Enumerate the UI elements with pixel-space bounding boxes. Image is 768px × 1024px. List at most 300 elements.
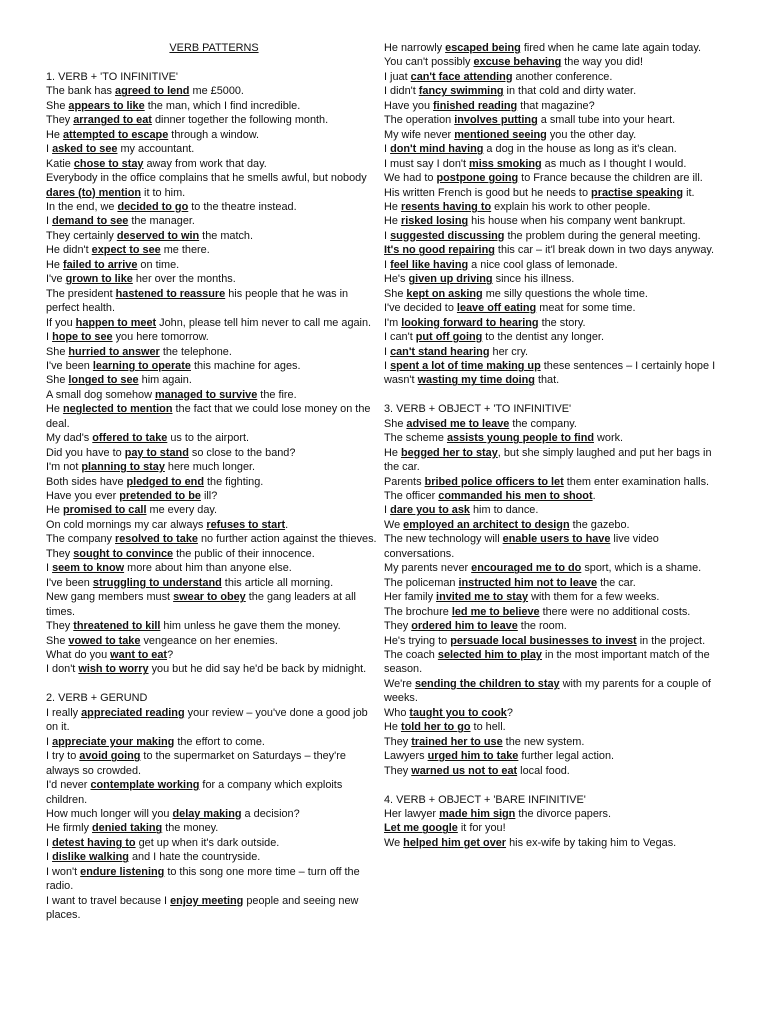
example-sentence — [384, 171, 722, 185]
verb-pattern-highlight: learning to operate — [92, 359, 191, 372]
sentence-text: They certainly — [46, 229, 117, 242]
sentence-text: local food. — [517, 764, 570, 777]
sentence-text: He — [46, 128, 63, 141]
sentence-text: the gazebo. — [569, 518, 630, 531]
example-sentence — [46, 99, 382, 113]
verb-pattern-highlight: Let me google — [384, 822, 458, 835]
sentence-text: in the most important match of the season. — [384, 649, 710, 676]
verb-pattern-highlight: vowed to take — [68, 634, 141, 647]
sentence-text: I — [384, 359, 391, 372]
sentence-text: him again. — [138, 374, 192, 387]
verb-pattern-highlight: excuse behaving — [473, 56, 562, 69]
example-sentence — [46, 576, 382, 590]
example-sentence — [384, 41, 722, 55]
section-heading: 1. VERB + 'TO INFINITIVE' — [46, 70, 178, 83]
example-sentence — [46, 619, 382, 633]
sentence-text: On cold mornings my car always — [46, 518, 207, 531]
sentence-text: You can't possibly — [384, 56, 474, 69]
sentence-text: They — [384, 620, 412, 633]
sentence-text: explain his work to other people. — [491, 200, 651, 213]
sentence-text: the way you did! — [561, 56, 643, 69]
verb-pattern-highlight: begged her to stay — [400, 446, 498, 459]
sentence-text: her over the months. — [132, 273, 236, 286]
example-sentence — [384, 214, 722, 228]
sentence-text: in the project. — [636, 634, 706, 647]
example-sentence — [384, 590, 722, 604]
verb-pattern-highlight: taught you to cook — [409, 706, 507, 719]
verb-pattern-highlight: neglected to mention — [62, 403, 173, 416]
sentence-text: Parents — [384, 475, 425, 488]
sentence-text: the fact that we could lose money on the deal. — [46, 403, 371, 430]
verb-pattern-highlight: told her to go — [400, 721, 471, 734]
verb-pattern-highlight: swear to obey — [173, 591, 246, 604]
sentence-text: The bank has — [46, 85, 116, 98]
example-sentence — [384, 634, 722, 648]
verb-pattern-highlight: mentioned seeing — [454, 128, 547, 141]
sentence-text: this machine for ages. — [190, 359, 301, 372]
sentence-text: get up when it's dark outside. — [135, 836, 280, 849]
sentence-text: They — [46, 114, 74, 127]
verb-pattern-highlight: longed to see — [68, 374, 139, 387]
verb-pattern-highlight: hastened to reassure — [115, 287, 226, 300]
sentence-text: The brochure — [384, 605, 452, 618]
sentence-text: The coach — [384, 649, 438, 662]
example-sentence — [384, 648, 722, 677]
example-sentence — [46, 821, 382, 835]
sentence-text: since his illness. — [492, 273, 575, 286]
verb-pattern-highlight: want to eat — [110, 649, 168, 662]
verb-pattern-highlight: spent a lot of time making up — [390, 359, 541, 372]
sentence-text: I — [46, 562, 53, 575]
example-sentence — [46, 489, 382, 503]
example-sentence — [384, 576, 722, 590]
sentence-text: I didn't — [384, 85, 419, 98]
verb-pattern-highlight: appreciate your making — [52, 735, 175, 748]
sentence-text: Lawyers — [384, 750, 428, 763]
sentence-text: New gang members must — [46, 591, 174, 604]
verb-pattern-highlight: urged him to take — [427, 750, 519, 763]
sentence-text: I want to travel because I — [46, 894, 171, 907]
sentence-text: that magazine? — [517, 99, 595, 112]
sentence-text: I've decided to — [384, 302, 457, 315]
sentence-text: no further action against the thieves. — [197, 533, 377, 546]
verb-pattern-highlight: persuade local businesses to invest — [450, 634, 637, 647]
verb-pattern-highlight: promised to call — [62, 504, 147, 517]
verb-pattern-highlight: risked losing — [400, 215, 469, 228]
example-sentence — [384, 345, 722, 359]
sentence-text: . — [592, 490, 596, 503]
sentence-text: The new technology will — [384, 533, 503, 546]
sentence-text: How much longer will you — [46, 807, 173, 820]
example-sentence — [384, 301, 722, 315]
example-sentence — [46, 475, 382, 489]
verb-pattern-highlight: pay to stand — [124, 446, 189, 459]
example-sentence — [46, 345, 382, 359]
verb-pattern-highlight: sending the children to stay — [414, 677, 560, 690]
sentence-text: I'm not — [46, 461, 82, 474]
sentence-text: these sentences – I certainly hope I wasn't — [384, 359, 716, 387]
example-sentence — [384, 605, 722, 619]
sentence-text: We — [384, 836, 404, 849]
example-sentence — [384, 229, 722, 243]
example-sentence — [384, 258, 722, 272]
example-sentence — [384, 316, 722, 330]
sentence-text: Have you ever — [46, 490, 120, 503]
sentence-text: I — [46, 143, 53, 156]
verb-pattern-highlight: attempted to escape — [62, 128, 169, 141]
example-sentence — [384, 359, 722, 388]
example-sentence — [384, 503, 722, 517]
example-sentence — [46, 865, 382, 894]
sentence-text: I — [384, 258, 391, 271]
verb-pattern-highlight: led me to believe — [451, 605, 540, 618]
verb-pattern-highlight: offered to take — [92, 432, 168, 445]
sentence-text: the room. — [517, 620, 567, 633]
sentence-text: If you — [46, 316, 76, 329]
verb-pattern-highlight: chose to stay — [73, 157, 144, 170]
verb-pattern-highlight: trained her to use — [411, 735, 503, 748]
sentence-text: ? — [167, 649, 174, 662]
sentence-text: his people that he was in perfect health. — [46, 287, 349, 315]
sentence-text: I've — [46, 273, 66, 286]
sentence-text: I can't — [384, 331, 416, 344]
sentence-text: the car. — [597, 576, 636, 589]
example-sentence — [384, 113, 722, 127]
example-sentence — [384, 200, 722, 214]
verb-pattern-highlight: managed to survive — [154, 388, 258, 401]
verb-pattern-highlight: fancy swimming — [418, 85, 504, 98]
example-sentence — [46, 287, 382, 316]
sentence-text: I — [384, 504, 391, 517]
sentence-text: you here tomorrow. — [112, 331, 209, 344]
example-sentence — [46, 373, 382, 387]
example-sentence — [46, 634, 382, 648]
sentence-text: . — [285, 518, 289, 531]
example-sentence — [384, 518, 722, 532]
sentence-text: They — [46, 547, 74, 560]
sentence-text: the story. — [538, 316, 586, 329]
sentence-text: the match. — [199, 229, 254, 242]
verb-pattern-highlight: hope to see — [52, 331, 113, 344]
verb-pattern-highlight: arranged to eat — [73, 114, 152, 127]
sentence-text: further legal action. — [518, 750, 615, 763]
sentence-text: in that cold and dirty water. — [503, 85, 637, 98]
sentence-text: to hell. — [470, 721, 506, 734]
sentence-text: to the supermarket on Saturdays – they're always so crowded. — [46, 750, 346, 777]
sentence-text: the divorce papers. — [515, 807, 611, 820]
sentence-text: a decision? — [241, 807, 300, 820]
example-sentence — [46, 749, 382, 778]
verb-pattern-highlight: delay making — [172, 807, 242, 820]
verb-pattern-highlight: dare you to ask — [390, 504, 470, 517]
verb-pattern-highlight: employed an architect to design — [403, 518, 570, 531]
verb-pattern-highlight: asked to see — [52, 143, 118, 156]
sentence-text: The scheme — [384, 432, 447, 445]
sentence-text: to the theatre instead. — [188, 200, 297, 213]
example-sentence — [384, 764, 722, 778]
example-sentence — [46, 836, 382, 850]
sentence-text: the gang leaders at all times. — [46, 591, 356, 618]
example-sentence — [46, 113, 382, 127]
sentence-text: dinner together the following month. — [151, 114, 329, 127]
sentence-text: you but he did say he'd be back by midnight. — [148, 663, 367, 676]
sentence-text: fired when he came late again today. — [520, 42, 702, 54]
sentence-text: My dad's — [46, 432, 93, 445]
sentence-text: him to dance. — [469, 504, 539, 517]
example-sentence — [46, 243, 382, 257]
verb-pattern-highlight: agreed to lend — [115, 85, 190, 98]
sentence-text: They — [384, 764, 412, 777]
example-sentence — [46, 200, 382, 214]
verb-pattern-highlight: instructed him not to leave — [458, 576, 598, 589]
example-sentence — [46, 388, 382, 402]
sentence-text: Who — [384, 706, 410, 719]
sentence-text: What do you — [46, 649, 111, 662]
verb-pattern-highlight: warned us not to eat — [411, 764, 518, 777]
sentence-text: My wife never — [384, 128, 455, 141]
verb-pattern-highlight: advised me to leave — [406, 417, 510, 430]
sentence-text: meat for some time. — [536, 302, 636, 315]
sentence-text: the telephone. — [159, 345, 232, 358]
sentence-text: the problem during the general meeting. — [504, 229, 701, 242]
example-sentence — [384, 475, 722, 489]
sentence-text: The president — [46, 287, 116, 300]
sentence-text: They — [46, 620, 74, 633]
sentence-text: your review – you've done a good job on it. — [46, 706, 368, 734]
example-sentence — [384, 272, 722, 286]
sentence-text: for a company which exploits children. — [46, 779, 343, 806]
sentence-text: the fighting. — [203, 475, 264, 488]
verb-pattern-highlight: failed to arrive — [62, 258, 138, 271]
example-sentence — [384, 619, 722, 633]
sentence-text: He narrowly — [384, 42, 446, 54]
example-sentence — [384, 55, 722, 69]
verb-pattern-highlight: endure listening — [80, 865, 165, 878]
verb-pattern-highlight: made him sign — [439, 807, 516, 820]
example-sentence — [384, 677, 722, 706]
verb-pattern-highlight: happen to meet — [75, 316, 157, 329]
example-sentence — [46, 402, 382, 431]
verb-pattern-highlight: enable users to have — [502, 533, 611, 546]
sentence-text: so close to the band? — [188, 446, 296, 459]
sentence-text: I — [46, 836, 53, 849]
example-sentence — [384, 561, 722, 575]
example-sentence — [384, 749, 722, 763]
sentence-text: , but she simply laughed and put her bags in the car. — [384, 446, 712, 474]
sentence-text: I must say I don't — [384, 157, 470, 170]
example-sentence — [384, 836, 722, 850]
sentence-text: ill? — [200, 490, 218, 503]
verb-pattern-highlight: invited me to stay — [436, 591, 529, 604]
verb-pattern-highlight: sought to convince — [73, 547, 174, 560]
sentence-text: He firmly — [46, 822, 92, 835]
example-sentence — [384, 186, 722, 200]
sentence-text: sport, which is a shame. — [581, 562, 702, 575]
left-column — [46, 41, 382, 923]
example-sentence — [46, 84, 382, 98]
verb-pattern-highlight: suggested discussing — [390, 229, 505, 242]
sentence-text: He — [384, 721, 401, 734]
verb-pattern-highlight: commanded his men to shoot — [438, 490, 593, 503]
example-sentence — [384, 287, 722, 301]
example-sentence — [46, 214, 382, 228]
example-sentence — [46, 330, 382, 344]
sentence-text: more about him than anyone else. — [124, 562, 292, 575]
example-sentence — [384, 142, 722, 156]
sentence-text: I — [46, 735, 53, 748]
sentence-text: that. — [534, 374, 560, 387]
sentence-text: this article all morning. — [221, 576, 334, 589]
example-sentence — [384, 720, 722, 734]
sentence-text: He — [46, 504, 63, 517]
sentence-text: He — [384, 446, 401, 459]
sentence-text: on time. — [137, 258, 180, 271]
sentence-text: In the end, we — [46, 200, 118, 213]
example-sentence — [46, 850, 382, 864]
verb-pattern-highlight: bribed police officers to let — [424, 475, 564, 488]
sentence-text: it for you! — [457, 822, 506, 835]
example-sentence — [384, 489, 722, 503]
sentence-text: He's trying to — [384, 634, 451, 647]
example-sentence — [46, 446, 382, 460]
sentence-text: as much as I thought I would. — [541, 157, 687, 170]
verb-pattern-highlight: appears to like — [68, 99, 145, 112]
example-sentence — [384, 532, 722, 561]
sentence-text: with them for a few weeks. — [528, 591, 660, 604]
sentence-text: She — [46, 374, 69, 387]
sentence-text: live video conversations. — [384, 533, 659, 560]
sentence-text: the manager. — [128, 215, 195, 228]
sentence-text: Her lawyer — [384, 807, 440, 820]
verb-pattern-highlight: practise speaking — [591, 186, 684, 199]
sentence-text: He — [46, 403, 63, 416]
verb-pattern-highlight: can't stand hearing — [390, 345, 490, 358]
sentence-text: I'd never — [46, 779, 91, 792]
sentence-text: me silly questions the whole time. — [482, 287, 648, 300]
sentence-text: I try to — [46, 750, 80, 763]
sentence-text: Have you — [384, 99, 434, 112]
verb-pattern-highlight: don't mind having — [390, 143, 484, 156]
sentence-text: My parents never — [384, 562, 472, 575]
example-sentence — [46, 706, 382, 735]
sentence-text: Everybody in the office complains that he smells awful, but nobody — [46, 172, 367, 185]
example-sentence — [46, 662, 382, 676]
example-sentence — [46, 807, 382, 821]
sentence-text: She — [46, 634, 69, 647]
example-sentence — [46, 648, 382, 662]
verb-pattern-highlight: ordered him to leave — [411, 620, 518, 633]
example-sentence — [46, 272, 382, 286]
sentence-text: He's — [384, 273, 409, 286]
sentence-text: me £5000. — [189, 85, 244, 98]
sentence-text: I — [384, 143, 391, 156]
sentence-text: his ex-wife by taking him to Vegas. — [506, 836, 677, 849]
sentence-text: and I hate the countryside. — [128, 851, 261, 864]
sentence-text: us to the airport. — [167, 432, 250, 445]
sentence-text: me there. — [160, 244, 210, 257]
sentence-text: another conference. — [512, 70, 613, 83]
verb-pattern-highlight: assists young people to find — [446, 432, 594, 445]
section-heading: 4. VERB + OBJECT + 'BARE INFINITIVE' — [384, 793, 586, 806]
verb-pattern-highlight: resolved to take — [115, 533, 198, 546]
example-sentence — [384, 735, 722, 749]
example-sentence — [46, 460, 382, 474]
verb-pattern-highlight: threatened to kill — [73, 620, 161, 633]
example-sentence — [46, 518, 382, 532]
sentence-text: here much longer. — [164, 461, 256, 474]
sentence-text: to France because the children are ill. — [518, 172, 703, 185]
sentence-text: I've been — [46, 359, 93, 372]
example-sentence — [46, 359, 382, 373]
verb-pattern-highlight: escaped being — [445, 42, 521, 54]
verb-pattern-highlight: enjoy meeting — [170, 894, 244, 907]
verb-pattern-highlight: kept on asking — [406, 287, 483, 300]
verb-pattern-highlight: pledged to end — [126, 475, 204, 488]
example-sentence — [46, 561, 382, 575]
example-sentence — [46, 503, 382, 517]
sentence-text: They — [384, 735, 412, 748]
sentence-text: A small dog somehow — [46, 388, 155, 401]
example-sentence — [384, 157, 722, 171]
example-sentence — [384, 446, 722, 475]
verb-pattern-highlight: contemplate working — [90, 779, 200, 792]
verb-pattern-highlight: encouraged me to do — [471, 562, 582, 575]
verb-pattern-highlight: appreciated reading — [81, 706, 185, 719]
example-sentence — [46, 735, 382, 749]
verb-pattern-highlight: can't face attending — [410, 70, 513, 83]
sentence-text: this car – it'l break down in two days anyway. — [494, 244, 715, 257]
sentence-text: I won't — [46, 865, 81, 878]
verb-pattern-highlight: dislike walking — [52, 851, 129, 864]
example-sentence — [384, 330, 722, 344]
sentence-text: me every day. — [146, 504, 218, 517]
sentence-text: The operation — [384, 114, 455, 127]
sentence-text: the effort to come. — [174, 735, 265, 748]
example-sentence — [46, 894, 382, 923]
sentence-text: Her family — [384, 591, 437, 604]
verb-pattern-highlight: helped him get over — [403, 836, 507, 849]
example-sentence — [46, 142, 382, 156]
sentence-text: She — [384, 287, 407, 300]
sentence-text: it. — [683, 186, 695, 199]
sentence-text: The officer — [384, 490, 439, 503]
sentence-text: the money. — [162, 822, 219, 835]
example-sentence — [46, 590, 382, 619]
example-sentence — [46, 128, 382, 142]
verb-pattern-highlight: seem to know — [52, 562, 125, 575]
verb-pattern-highlight: given up driving — [408, 273, 493, 286]
page-title: VERB PATTERNS — [169, 42, 259, 54]
sentence-text: through a window. — [168, 128, 260, 141]
sentence-text: vengeance on her enemies. — [140, 634, 278, 647]
sentence-text: him unless he gave them the money. — [160, 620, 341, 633]
sentence-text: the company. — [509, 417, 577, 430]
sentence-text: John, please tell him never to call me again. — [156, 316, 372, 329]
verb-pattern-highlight: refuses to start — [206, 518, 286, 531]
sentence-text: I've been — [46, 576, 93, 589]
sentence-text: He — [46, 258, 63, 271]
verb-pattern-highlight: denied taking — [91, 822, 163, 835]
sentence-text: I — [384, 345, 391, 358]
sentence-text: I really — [46, 706, 82, 719]
sentence-text: We — [384, 518, 404, 531]
section-heading: 2. VERB + GERUND — [46, 692, 148, 705]
sentence-text: We're — [384, 677, 415, 690]
sentence-text: you the other day. — [546, 128, 637, 141]
verb-pattern-highlight: leave off eating — [456, 302, 537, 315]
sentence-text: the public of their innocence. — [173, 547, 315, 560]
verb-pattern-highlight: dares (to) mention — [46, 186, 141, 199]
